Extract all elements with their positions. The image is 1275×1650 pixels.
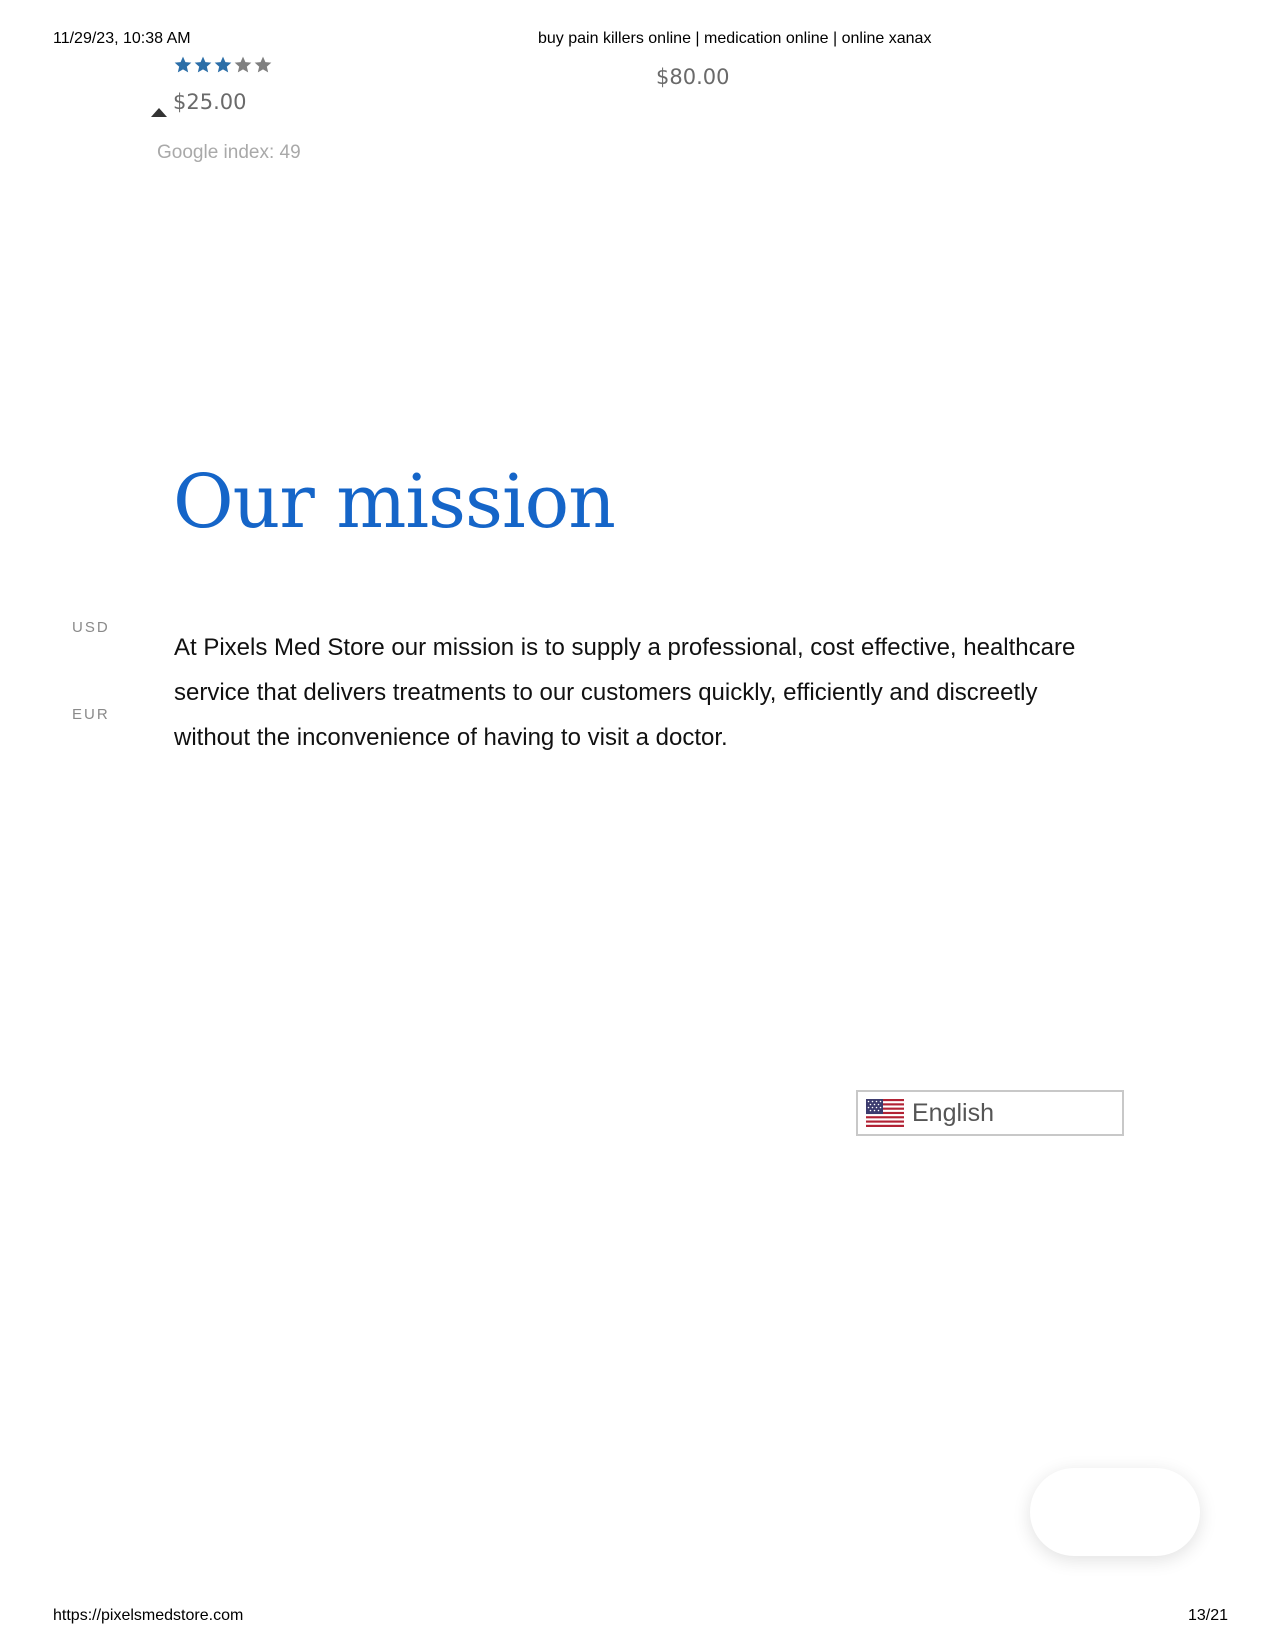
print-datetime: 11/29/23, 10:38 AM (53, 30, 191, 47)
star-filled-icon (173, 55, 193, 75)
language-selector[interactable] (856, 1090, 1124, 1136)
star-empty-icon (253, 55, 273, 75)
product-price: $25.00 (173, 90, 247, 114)
star-filled-icon (213, 55, 233, 75)
star-empty-icon (233, 55, 253, 75)
currency-eur[interactable]: EUR (72, 706, 110, 723)
google-index: Google index: 49 (157, 142, 301, 163)
mission-text: At Pixels Med Store our mission is to supply a professional, cost effective, healthcare service that delivers treatments to our customers quickly, efficiently and discreetly without the inconvenience of having to visit a doctor. (174, 634, 1076, 751)
mission-heading: Our mission (173, 459, 615, 545)
us-flag-icon (866, 1099, 904, 1127)
chat-widget-button[interactable] (1030, 1468, 1200, 1556)
currency-usd[interactable]: USD (72, 619, 110, 636)
star-rating (173, 55, 273, 75)
star-filled-icon (193, 55, 213, 75)
print-url: https://pixelsmedstore.com (53, 1607, 244, 1624)
product-price-2: $80.00 (656, 65, 730, 89)
scroll-up-arrow-icon[interactable] (151, 108, 167, 117)
print-page-title: buy pain killers online | medication online | online xanax (538, 30, 932, 47)
language-label: English (912, 1098, 994, 1127)
print-page-number: 13/21 (1187, 1607, 1228, 1624)
